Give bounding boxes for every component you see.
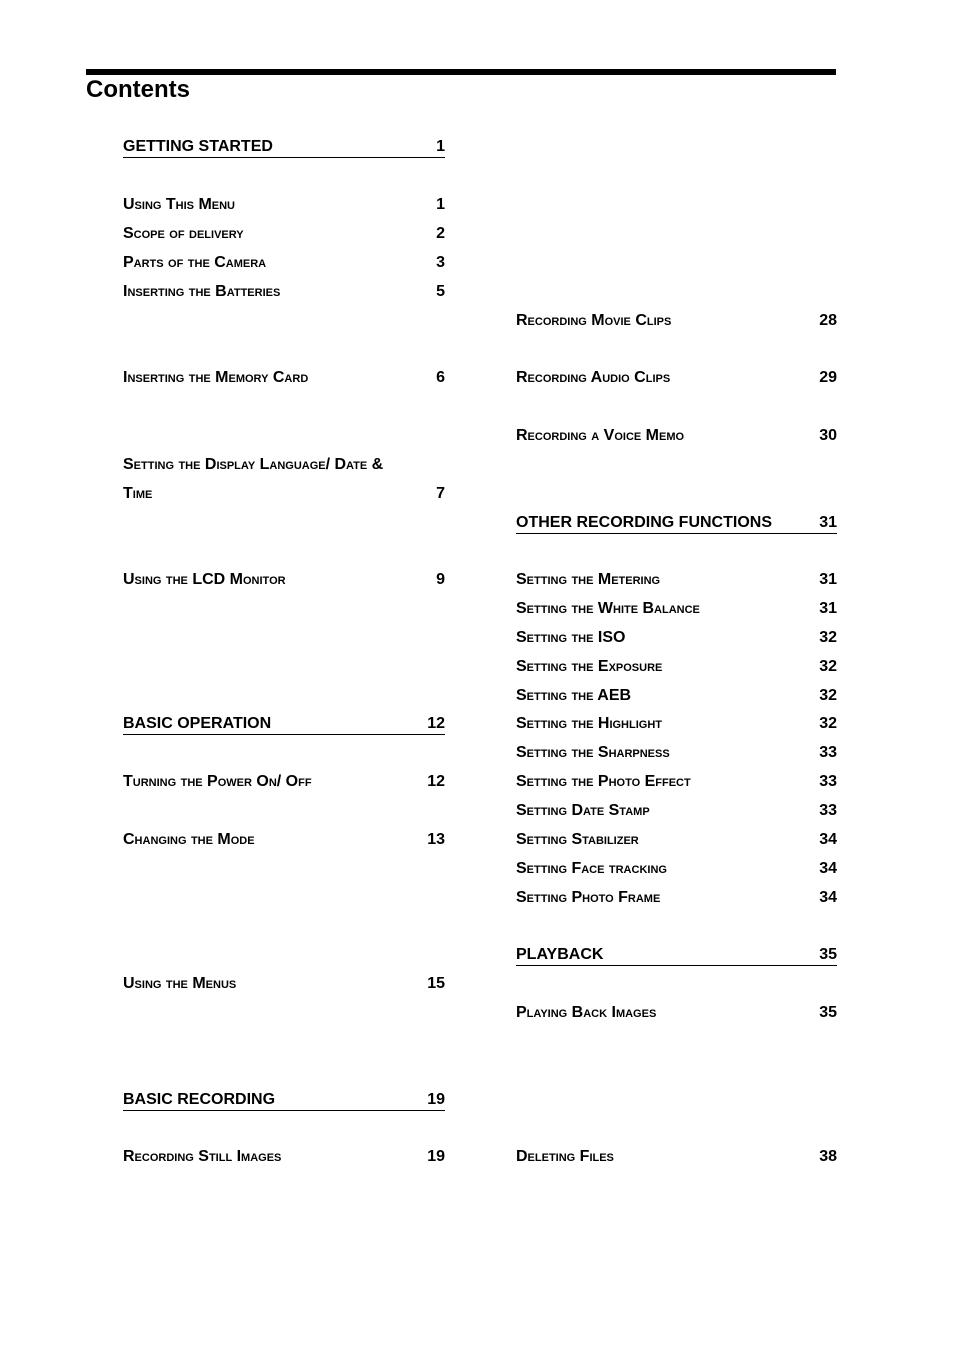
- toc-page: 34: [819, 889, 837, 906]
- toc-entry[interactable]: [123, 282, 445, 302]
- toc-entry[interactable]: [123, 830, 445, 850]
- toc-entry[interactable]: [123, 368, 445, 388]
- toc-page: 33: [819, 744, 837, 761]
- toc-entry[interactable]: [123, 570, 445, 590]
- toc-label: OTHER RECORDING FUNCTIONS: [516, 514, 772, 531]
- toc-label: Setting the Sharpness: [516, 744, 670, 761]
- toc-entry[interactable]: [123, 772, 445, 792]
- toc-label: Using the LCD Monitor: [123, 571, 286, 588]
- toc-label: Setting Stabilizer: [516, 831, 639, 848]
- toc-entry[interactable]: [516, 570, 837, 590]
- toc-label: Setting Date Stamp: [516, 802, 650, 819]
- header-rule: [86, 69, 836, 75]
- toc-entry[interactable]: [516, 1147, 837, 1167]
- toc-page: 2: [436, 225, 445, 242]
- toc-label: Deleting Files: [516, 1148, 614, 1165]
- toc-entry[interactable]: [516, 628, 837, 648]
- toc-entry[interactable]: [123, 224, 445, 244]
- toc-entry[interactable]: [516, 368, 837, 388]
- toc-label: Time: [123, 485, 153, 502]
- toc-page: 31: [819, 571, 837, 588]
- toc-label: Setting the Exposure: [516, 658, 663, 675]
- toc-entry[interactable]: [516, 426, 837, 446]
- toc-entry[interactable]: [516, 599, 837, 619]
- toc-heading-other-recording-functions[interactable]: [516, 513, 837, 534]
- toc-label: Recording a Voice Memo: [516, 427, 685, 444]
- toc-entry[interactable]: [516, 772, 837, 792]
- toc-label: Inserting the Memory Card: [123, 369, 309, 386]
- toc-label: Using the Menus: [123, 975, 237, 992]
- toc-entry[interactable]: [516, 714, 837, 734]
- toc-entry[interactable]: [123, 484, 445, 504]
- toc-entry[interactable]: [516, 801, 837, 821]
- toc-entry[interactable]: [123, 253, 445, 273]
- toc-page: 33: [819, 802, 837, 819]
- toc-entry[interactable]: [516, 888, 837, 908]
- toc-entry[interactable]: [516, 686, 837, 706]
- toc-page: 32: [819, 658, 837, 675]
- toc-label: Setting the White Balance: [516, 600, 700, 617]
- toc-heading-getting-started[interactable]: [123, 137, 445, 158]
- toc-label: Using This Menu: [123, 196, 236, 213]
- toc-label: Setting Face tracking: [516, 860, 667, 877]
- toc-label: Turning the Power On/ Off: [123, 773, 312, 790]
- toc-entry[interactable]: [516, 311, 837, 331]
- toc-page: 19: [427, 1091, 445, 1108]
- toc-label: Scope of delivery: [123, 225, 244, 242]
- toc-page: 6: [436, 369, 445, 386]
- toc-page: 31: [819, 600, 837, 617]
- toc-page: 13: [427, 831, 445, 848]
- toc-page: 29: [819, 369, 837, 386]
- toc-label: Inserting the Batteries: [123, 283, 281, 300]
- toc-entry[interactable]: [123, 1147, 445, 1167]
- toc-page: 1: [436, 196, 445, 213]
- toc-label: Setting the AEB: [516, 687, 632, 704]
- toc-label: Recording Movie Clips: [516, 312, 672, 329]
- toc-page: 35: [819, 1004, 837, 1021]
- toc-page: 3: [436, 254, 445, 271]
- toc-page: 34: [819, 831, 837, 848]
- toc-page: 32: [819, 629, 837, 646]
- toc-entry[interactable]: [516, 830, 837, 850]
- toc-label: Recording Still Images: [123, 1148, 282, 1165]
- toc-page: 30: [819, 427, 837, 444]
- toc-entry[interactable]: [123, 455, 445, 475]
- toc-page: 38: [819, 1148, 837, 1165]
- toc-page: 35: [819, 946, 837, 963]
- page-title: Contents: [86, 76, 190, 103]
- toc-entry[interactable]: [123, 974, 445, 994]
- toc-label: Playing Back Images: [516, 1004, 657, 1021]
- toc-page: 32: [819, 715, 837, 732]
- toc-heading-basic-operation[interactable]: [123, 714, 445, 735]
- toc-label: Setting the Metering: [516, 571, 661, 588]
- toc-heading-playback[interactable]: [516, 945, 837, 966]
- toc-label: GETTING STARTED: [123, 138, 273, 155]
- toc-label: Recording Audio Clips: [516, 369, 671, 386]
- toc-label: PLAYBACK: [516, 946, 604, 963]
- toc-label: Setting the Photo Effect: [516, 773, 691, 790]
- toc-label: BASIC RECORDING: [123, 1091, 276, 1108]
- toc-page: 12: [427, 715, 445, 732]
- toc-page: 34: [819, 860, 837, 877]
- toc-page: 19: [427, 1148, 445, 1165]
- toc-page: 7: [436, 485, 445, 502]
- toc-page: 32: [819, 687, 837, 704]
- toc-page: 1: [436, 138, 445, 155]
- toc-label: Setting the Highlight: [516, 715, 662, 732]
- toc-label: Changing the Mode: [123, 831, 255, 848]
- toc-entry[interactable]: [516, 743, 837, 763]
- toc-heading-basic-recording[interactable]: [123, 1090, 445, 1111]
- toc-label: Parts of the Camera: [123, 254, 267, 271]
- toc-page: 31: [819, 514, 837, 531]
- toc-page: 12: [427, 773, 445, 790]
- toc-entry[interactable]: [516, 859, 837, 879]
- toc-entry[interactable]: [123, 195, 445, 215]
- toc-label: Setting Photo Frame: [516, 889, 661, 906]
- toc-page: 33: [819, 773, 837, 790]
- toc-page: 5: [436, 283, 445, 300]
- toc-label: BASIC OPERATION: [123, 715, 272, 732]
- toc-page: 15: [427, 975, 445, 992]
- toc-page: 28: [819, 312, 837, 329]
- toc-label: Setting the ISO: [516, 629, 626, 646]
- toc-label: Setting the Display Language/ Date &: [123, 456, 384, 473]
- toc-page: 9: [436, 571, 445, 588]
- toc-entry[interactable]: [516, 657, 837, 677]
- toc-entry[interactable]: [516, 1003, 837, 1023]
